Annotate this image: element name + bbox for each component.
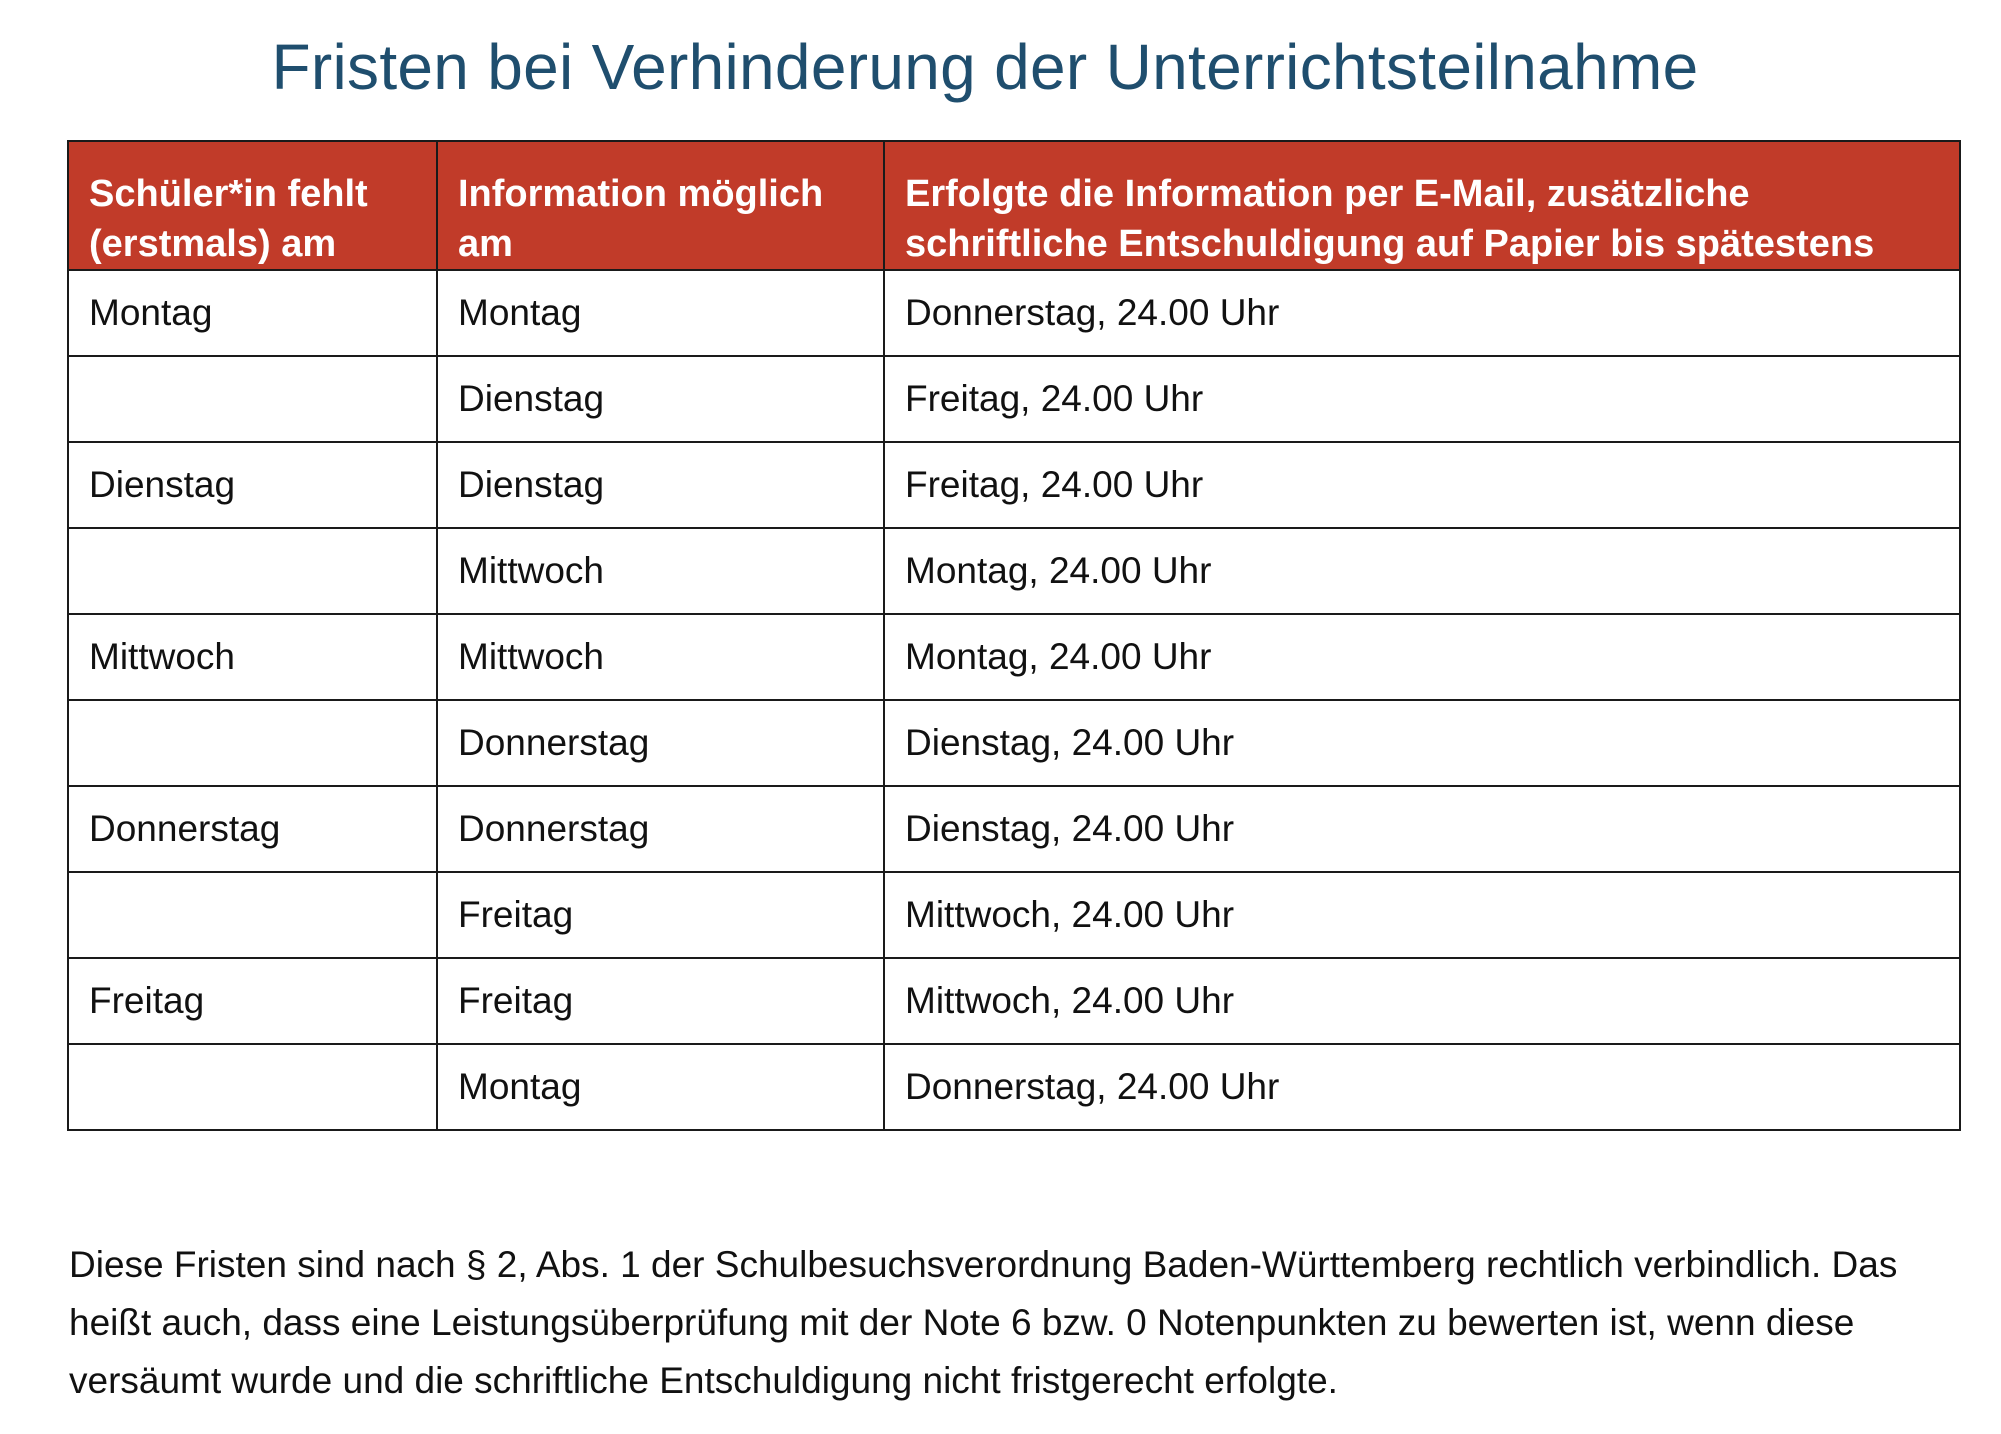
information-day-cell: Freitag: [437, 958, 884, 1044]
deadline-cell: Donnerstag, 24.00 Uhr: [884, 1044, 1960, 1130]
information-day-cell: Donnerstag: [437, 700, 884, 786]
absent-day-cell: Mittwoch: [68, 614, 437, 700]
table-row: [68, 614, 1960, 700]
information-day-cell: Dienstag: [437, 442, 884, 528]
absent-day-cell: Freitag: [68, 958, 437, 1044]
information-day-cell: Mittwoch: [437, 614, 884, 700]
absent-day-cell: Montag: [68, 270, 437, 356]
table-header-row: [68, 141, 1960, 270]
deadline-cell: Mittwoch, 24.00 Uhr: [884, 872, 1960, 958]
table-row: [68, 872, 1960, 958]
table-row: [68, 356, 1960, 442]
information-day-cell: Donnerstag: [437, 786, 884, 872]
absent-day-cell: [68, 528, 437, 614]
deadline-cell: Freitag, 24.00 Uhr: [884, 442, 1960, 528]
table-row: [68, 786, 1960, 872]
table-row: [68, 270, 1960, 356]
legal-note: Diese Fristen sind nach § 2, Abs. 1 der Schulbesuchsverordnung Baden-Württemberg rechtlich verbindlich. Das heißt auch, dass eine Leistungsüberprüfung mit der Note 6 bzw. 0 Notenpunkten zu bewerten ist, wenn diese versäumt wurde und die schriftliche Entschuldigung nicht fristgerecht erfolgte.: [69, 1244, 1898, 1401]
header-absent-day: Schüler*in fehlt (erstmals) am: [68, 141, 437, 270]
deadline-cell: Mittwoch, 24.00 Uhr: [884, 958, 1960, 1044]
absent-day-cell: [68, 872, 437, 958]
absent-day-cell: [68, 700, 437, 786]
information-day-cell: Montag: [437, 1044, 884, 1130]
table-row: [68, 528, 1960, 614]
deadline-cell: Montag, 24.00 Uhr: [884, 614, 1960, 700]
absent-day-cell: Dienstag: [68, 442, 437, 528]
table-row: [68, 958, 1960, 1044]
table-row: [68, 1044, 1960, 1130]
header-written-excuse-deadline: Erfolgte die Information per E-Mail, zusätzliche schriftliche Entschuldigung auf Papier bis spätestens: [884, 141, 1960, 270]
deadline-cell: Donnerstag, 24.00 Uhr: [884, 270, 1960, 356]
deadline-table: [67, 140, 1961, 1131]
information-day-cell: Mittwoch: [437, 528, 884, 614]
absent-day-cell: [68, 1044, 437, 1130]
information-day-cell: Montag: [437, 270, 884, 356]
page-title: Fristen bei Verhinderung der Unterrichtsteilnahme: [271, 31, 1699, 103]
deadline-cell: Dienstag, 24.00 Uhr: [884, 786, 1960, 872]
deadline-cell: Montag, 24.00 Uhr: [884, 528, 1960, 614]
information-day-cell: Dienstag: [437, 356, 884, 442]
table-row: [68, 442, 1960, 528]
information-day-cell: Freitag: [437, 872, 884, 958]
header-information-day: Information möglich am: [437, 141, 884, 270]
absent-day-cell: Donnerstag: [68, 786, 437, 872]
table-row: [68, 700, 1960, 786]
deadline-cell: Freitag, 24.00 Uhr: [884, 356, 1960, 442]
deadline-cell: Dienstag, 24.00 Uhr: [884, 700, 1960, 786]
absent-day-cell: [68, 356, 437, 442]
